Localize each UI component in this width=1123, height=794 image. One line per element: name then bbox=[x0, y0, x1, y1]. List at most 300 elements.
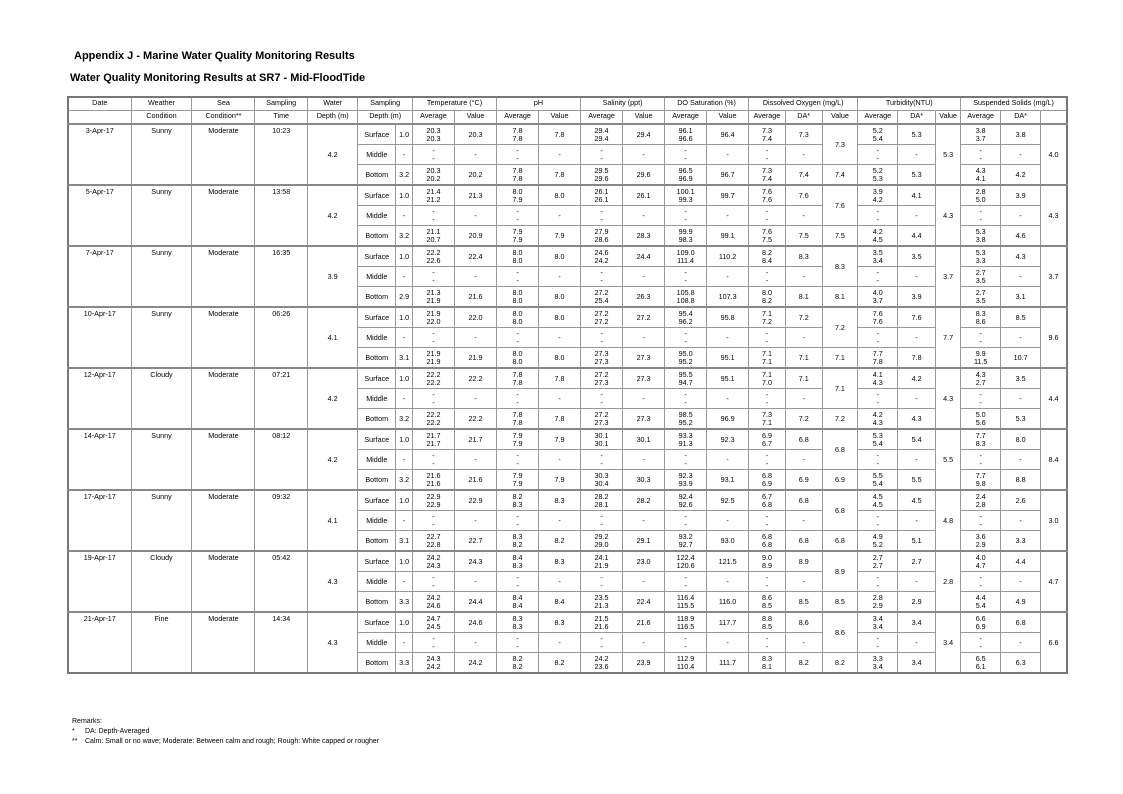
value-cell bbox=[497, 185, 539, 206]
value-reading: 29.5 bbox=[594, 165, 609, 175]
cell-weather: Sunny bbox=[131, 124, 192, 185]
value-reading: 6.1 bbox=[975, 661, 986, 671]
value-reading: 7.8 bbox=[512, 133, 523, 143]
value-reading: - bbox=[432, 458, 435, 468]
value-cell bbox=[497, 490, 539, 511]
value-reading: 8.0 bbox=[512, 255, 523, 265]
cell-average: 111.7 bbox=[707, 653, 749, 674]
value-cell bbox=[665, 470, 707, 491]
value-reading: 7.8 bbox=[512, 417, 523, 427]
cell-turbidity-da: 3.7 bbox=[936, 246, 961, 307]
cell-average: 92.3 bbox=[707, 429, 749, 450]
value-reading: 115.5 bbox=[676, 600, 695, 610]
cell-average: - bbox=[707, 450, 749, 470]
value-reading: 3.8 bbox=[975, 125, 986, 135]
header-cell: DO Saturation (%) bbox=[665, 97, 749, 111]
cell-average: 99.7 bbox=[707, 185, 749, 206]
value-cell bbox=[858, 592, 898, 613]
table-row bbox=[68, 551, 1067, 572]
value-cell bbox=[858, 572, 898, 592]
value-cell bbox=[749, 267, 786, 287]
value-reading: 7.3 bbox=[761, 165, 772, 175]
value-reading: - bbox=[600, 206, 603, 216]
value-reading: 7.9 bbox=[512, 470, 523, 480]
value-reading: 2.9 bbox=[872, 600, 883, 610]
cell-average: 3.9 bbox=[898, 287, 936, 308]
value-reading: - bbox=[876, 206, 879, 216]
value-reading: 4.3 bbox=[975, 165, 986, 175]
cell-average: 107.3 bbox=[707, 287, 749, 308]
cell-ss-da: 4.0 bbox=[1041, 124, 1067, 185]
cell-date: 10-Apr-17 bbox=[68, 307, 131, 368]
value-cell bbox=[497, 145, 539, 165]
value-reading: 20.2 bbox=[426, 173, 441, 183]
value-reading: 5.3 bbox=[975, 226, 986, 236]
cell-sampling-depth: 3.3 bbox=[396, 653, 413, 674]
value-reading: 24.3 bbox=[426, 560, 441, 570]
value-cell bbox=[665, 328, 707, 348]
value-cell bbox=[749, 612, 786, 633]
value-reading: 4.7 bbox=[975, 560, 986, 570]
value-reading: 29.2 bbox=[594, 531, 609, 541]
value-reading: 5.5 bbox=[872, 470, 883, 480]
value-reading: - bbox=[684, 336, 687, 346]
value-reading: 4.2 bbox=[872, 226, 883, 236]
value-reading: - bbox=[684, 275, 687, 285]
value-reading: - bbox=[876, 153, 879, 163]
value-cell bbox=[961, 124, 1001, 145]
cell-average: 4.2 bbox=[898, 368, 936, 389]
cell-sampling-depth: 3.2 bbox=[396, 165, 413, 186]
value-reading: 8.9 bbox=[761, 560, 772, 570]
value-cell bbox=[961, 551, 1001, 572]
cell-average: - bbox=[1001, 450, 1041, 470]
value-reading: 8.0 bbox=[512, 186, 523, 196]
value-cell bbox=[581, 633, 623, 653]
cell-sampling-depth: 1.0 bbox=[396, 490, 413, 511]
value-cell bbox=[749, 490, 786, 511]
cell-average: - bbox=[539, 450, 581, 470]
cell-average: - bbox=[623, 450, 665, 470]
value-reading: 8.5 bbox=[761, 621, 772, 631]
value-reading: 94.7 bbox=[678, 377, 693, 387]
value-cell bbox=[665, 409, 707, 430]
cell-average: - bbox=[707, 145, 749, 165]
value-cell bbox=[581, 511, 623, 531]
value-reading: 7.6 bbox=[761, 226, 772, 236]
value-cell bbox=[961, 470, 1001, 491]
cell-sampling-depth: - bbox=[396, 450, 413, 470]
value-reading: 8.3 bbox=[512, 531, 523, 541]
value-reading: 92.7 bbox=[678, 539, 693, 549]
cell-average: - bbox=[454, 328, 496, 348]
value-cell bbox=[412, 226, 454, 247]
cell-average: 3.5 bbox=[898, 246, 936, 267]
cell-average: - bbox=[785, 572, 822, 592]
value-cell bbox=[749, 653, 786, 674]
cell-average: 8.0 bbox=[1001, 429, 1041, 450]
value-reading: - bbox=[432, 572, 435, 582]
value-reading: 27.3 bbox=[594, 417, 609, 427]
cell-do-da: 7.1 bbox=[822, 348, 858, 369]
value-cell bbox=[961, 612, 1001, 633]
value-reading: 8.1 bbox=[761, 661, 772, 671]
value-reading: - bbox=[600, 214, 603, 224]
header-cell: Salinity (ppt) bbox=[581, 97, 665, 111]
value-reading: 7.3 bbox=[761, 409, 772, 419]
value-reading: 8.6 bbox=[975, 316, 986, 326]
cell-average: 3.5 bbox=[1001, 368, 1041, 389]
value-cell bbox=[665, 429, 707, 450]
value-reading: 8.3 bbox=[512, 621, 523, 631]
value-reading: 27.2 bbox=[594, 308, 609, 318]
subheader-cell: Value bbox=[936, 111, 961, 125]
value-cell bbox=[665, 124, 707, 145]
subheader-cell: Value bbox=[822, 111, 858, 125]
cell-do-da: 8.9 bbox=[822, 551, 858, 592]
value-reading: 22.0 bbox=[426, 316, 441, 326]
value-reading: 2.7 bbox=[872, 560, 883, 570]
value-reading: 3.7 bbox=[872, 295, 883, 305]
value-reading: 109.0 bbox=[676, 247, 695, 257]
value-cell bbox=[665, 389, 707, 409]
subheader-cell: Average bbox=[412, 111, 454, 125]
cell-average: 7.9 bbox=[539, 226, 581, 247]
value-cell bbox=[665, 185, 707, 206]
subheader-cell: Average bbox=[497, 111, 539, 125]
subheader-cell: DA* bbox=[785, 111, 822, 125]
cell-average: 8.0 bbox=[539, 348, 581, 369]
value-reading: - bbox=[765, 511, 769, 521]
value-cell bbox=[961, 592, 1001, 613]
value-cell bbox=[749, 307, 786, 328]
value-reading: 7.9 bbox=[512, 478, 523, 488]
cell-water-depth: 3.9 bbox=[307, 246, 357, 307]
cell-average: - bbox=[539, 633, 581, 653]
value-reading: - bbox=[979, 145, 982, 155]
value-reading: 7.4 bbox=[761, 133, 772, 143]
cell-sampling-depth: - bbox=[396, 389, 413, 409]
value-reading: - bbox=[516, 336, 519, 346]
value-reading: 21.5 bbox=[594, 613, 609, 623]
cell-average: 6.8 bbox=[1001, 612, 1041, 633]
value-cell bbox=[412, 653, 454, 674]
value-cell bbox=[961, 531, 1001, 552]
value-cell bbox=[581, 348, 623, 369]
value-cell bbox=[858, 653, 898, 674]
value-cell bbox=[858, 368, 898, 389]
value-reading: 4.5 bbox=[872, 499, 883, 509]
value-cell bbox=[665, 246, 707, 267]
value-reading: 112.9 bbox=[676, 653, 695, 663]
cell-turbidity-da: 2.8 bbox=[936, 551, 961, 612]
value-cell bbox=[497, 368, 539, 389]
value-reading: 4.9 bbox=[872, 531, 883, 541]
header-cell: Suspended Solids (mg/L) bbox=[961, 97, 1067, 111]
value-cell bbox=[581, 592, 623, 613]
value-reading: 4.2 bbox=[872, 194, 883, 204]
cell-sampling-depth: 3.3 bbox=[396, 592, 413, 613]
value-reading: 8.3 bbox=[975, 308, 986, 318]
value-reading: 27.2 bbox=[594, 316, 609, 326]
cell-average: 99.1 bbox=[707, 226, 749, 247]
value-reading: 22.6 bbox=[426, 255, 441, 265]
cell-time: 08:12 bbox=[255, 429, 308, 490]
value-reading: 21.6 bbox=[426, 470, 441, 480]
value-reading: 24.2 bbox=[594, 653, 609, 663]
table-row bbox=[68, 429, 1067, 450]
subheader-cell: Average bbox=[858, 111, 898, 125]
value-reading: 22.2 bbox=[426, 369, 441, 379]
cell-average: 28.3 bbox=[623, 226, 665, 247]
cell-average: 3.1 bbox=[1001, 287, 1041, 308]
cell-average: - bbox=[898, 328, 936, 348]
value-reading: - bbox=[516, 572, 519, 582]
cell-average: 8.2 bbox=[539, 531, 581, 552]
header-cell: Sea bbox=[192, 97, 255, 111]
value-reading: 29.4 bbox=[594, 133, 609, 143]
value-reading: 4.5 bbox=[872, 234, 883, 244]
cell-date: 5-Apr-17 bbox=[68, 185, 131, 246]
cell-average: 7.8 bbox=[539, 409, 581, 430]
value-reading: 6.6 bbox=[975, 613, 986, 623]
subheader-cell: Condition bbox=[131, 111, 192, 125]
cell-do-da: 7.6 bbox=[822, 185, 858, 226]
value-reading: - bbox=[684, 458, 687, 468]
value-reading: 95.0 bbox=[678, 348, 693, 358]
value-cell bbox=[581, 653, 623, 674]
value-cell bbox=[961, 165, 1001, 186]
value-reading: 4.0 bbox=[975, 552, 986, 562]
subheader-cell: Average bbox=[665, 111, 707, 125]
value-reading: 8.6 bbox=[761, 592, 772, 602]
cell-average: 23.0 bbox=[623, 551, 665, 572]
cell-date: 19-Apr-17 bbox=[68, 551, 131, 612]
value-reading: - bbox=[684, 641, 687, 651]
value-reading: - bbox=[765, 641, 769, 651]
value-reading: 7.6 bbox=[872, 308, 883, 318]
value-reading: 95.2 bbox=[678, 417, 693, 427]
value-reading: - bbox=[432, 450, 435, 460]
value-reading: 3.9 bbox=[872, 186, 883, 196]
table-header bbox=[68, 97, 1067, 124]
value-cell bbox=[665, 368, 707, 389]
value-reading: - bbox=[600, 519, 603, 529]
cell-sampling-depth: 3.1 bbox=[396, 531, 413, 552]
value-reading: 7.2 bbox=[761, 316, 772, 326]
cell-average: 22.4 bbox=[623, 592, 665, 613]
cell-average: 8.4 bbox=[539, 592, 581, 613]
table-title: Water Quality Monitoring Results at SR7 - Mid-FloodTide bbox=[70, 72, 366, 84]
value-cell bbox=[665, 612, 707, 633]
cell-level: Middle bbox=[358, 511, 396, 531]
value-cell bbox=[497, 206, 539, 226]
cell-average: - bbox=[1001, 389, 1041, 409]
cell-average: 7.2 bbox=[785, 409, 822, 430]
cell-ss-da: 6.6 bbox=[1041, 612, 1067, 673]
value-reading: 3.5 bbox=[872, 247, 883, 257]
cell-average: - bbox=[454, 206, 496, 226]
cell-average: 6.8 bbox=[785, 531, 822, 552]
table-body bbox=[68, 124, 1067, 673]
value-cell bbox=[858, 145, 898, 165]
value-reading: 4.3 bbox=[975, 369, 986, 379]
value-reading: 5.0 bbox=[975, 409, 986, 419]
value-cell bbox=[581, 531, 623, 552]
value-reading: 29.4 bbox=[594, 125, 609, 135]
value-cell bbox=[412, 389, 454, 409]
value-cell bbox=[858, 267, 898, 287]
cell-level: Surface bbox=[358, 368, 396, 389]
value-reading: - bbox=[765, 397, 769, 407]
value-reading: 5.2 bbox=[872, 165, 883, 175]
value-cell bbox=[858, 185, 898, 206]
value-reading: - bbox=[432, 389, 435, 399]
value-cell bbox=[412, 612, 454, 633]
cell-weather: Cloudy bbox=[131, 551, 192, 612]
cell-weather: Sunny bbox=[131, 307, 192, 368]
cell-average: 8.3 bbox=[539, 490, 581, 511]
value-cell bbox=[497, 592, 539, 613]
cell-level: Middle bbox=[358, 389, 396, 409]
value-reading: - bbox=[876, 572, 879, 582]
value-reading: - bbox=[432, 641, 435, 651]
cell-average: 110.2 bbox=[707, 246, 749, 267]
cell-level: Bottom bbox=[358, 592, 396, 613]
cell-water-depth: 4.2 bbox=[307, 185, 357, 246]
value-cell bbox=[858, 511, 898, 531]
cell-average: - bbox=[623, 206, 665, 226]
value-reading: 116.4 bbox=[676, 592, 695, 602]
cell-average: 2.9 bbox=[898, 592, 936, 613]
value-reading: 8.3 bbox=[512, 499, 523, 509]
cell-average: 8.3 bbox=[539, 551, 581, 572]
value-reading: 11.5 bbox=[973, 356, 988, 366]
cell-sampling-depth: 1.0 bbox=[396, 551, 413, 572]
value-cell bbox=[858, 551, 898, 572]
value-cell bbox=[412, 490, 454, 511]
value-cell bbox=[961, 145, 1001, 165]
value-reading: - bbox=[684, 572, 687, 582]
value-cell bbox=[858, 450, 898, 470]
value-reading: 3.7 bbox=[975, 133, 986, 143]
cell-average: - bbox=[1001, 206, 1041, 226]
cell-average: 7.9 bbox=[539, 470, 581, 491]
value-reading: 7.7 bbox=[975, 470, 986, 480]
cell-average: 4.4 bbox=[1001, 551, 1041, 572]
cell-average: 21.6 bbox=[454, 470, 496, 491]
value-cell bbox=[858, 287, 898, 308]
value-cell bbox=[497, 307, 539, 328]
value-reading: - bbox=[600, 275, 603, 285]
value-reading: 24.2 bbox=[426, 661, 441, 671]
cell-level: Surface bbox=[358, 246, 396, 267]
value-reading: 118.9 bbox=[676, 613, 695, 623]
cell-water-depth: 4.2 bbox=[307, 429, 357, 490]
cell-time: 16:35 bbox=[255, 246, 308, 307]
value-reading: 25.4 bbox=[594, 295, 609, 305]
cell-average: 96.7 bbox=[707, 165, 749, 186]
value-cell bbox=[412, 551, 454, 572]
value-reading: - bbox=[432, 519, 435, 529]
value-reading: 8.2 bbox=[512, 653, 523, 663]
value-reading: 7.9 bbox=[512, 194, 523, 204]
value-reading: - bbox=[432, 328, 435, 338]
value-reading: - bbox=[765, 275, 769, 285]
cell-average: 93.0 bbox=[707, 531, 749, 552]
cell-average: 8.5 bbox=[785, 592, 822, 613]
value-reading: - bbox=[765, 206, 769, 216]
cell-average: - bbox=[785, 511, 822, 531]
value-reading: 27.3 bbox=[594, 348, 609, 358]
cell-level: Middle bbox=[358, 633, 396, 653]
cell-average: 22.4 bbox=[454, 246, 496, 267]
cell-do-da: 8.1 bbox=[822, 287, 858, 308]
remark-line: * DA: Depth-Averaged bbox=[72, 728, 150, 735]
value-cell bbox=[497, 429, 539, 450]
value-reading: 30.4 bbox=[594, 478, 609, 488]
value-reading: - bbox=[765, 458, 769, 468]
value-reading: 24.1 bbox=[594, 552, 609, 562]
value-reading: - bbox=[516, 641, 519, 651]
value-cell bbox=[665, 592, 707, 613]
table-row bbox=[68, 368, 1067, 389]
value-reading: - bbox=[516, 519, 519, 529]
cell-do-da: 6.9 bbox=[822, 470, 858, 491]
cell-time: 13:58 bbox=[255, 185, 308, 246]
cell-average: 27.3 bbox=[623, 348, 665, 369]
cell-sea: Moderate bbox=[192, 246, 255, 307]
value-reading: - bbox=[876, 580, 879, 590]
cell-sampling-depth: - bbox=[396, 145, 413, 165]
value-cell bbox=[961, 328, 1001, 348]
value-reading: 24.7 bbox=[426, 613, 441, 623]
cell-average: 5.5 bbox=[898, 470, 936, 491]
cell-average: 6.8 bbox=[785, 429, 822, 450]
cell-average: 4.1 bbox=[898, 185, 936, 206]
cell-average: 121.5 bbox=[707, 551, 749, 572]
value-reading: 7.1 bbox=[761, 417, 772, 427]
value-reading: 7.9 bbox=[512, 234, 523, 244]
value-reading: 7.9 bbox=[512, 226, 523, 236]
value-cell bbox=[749, 287, 786, 308]
cell-sea: Moderate bbox=[192, 185, 255, 246]
value-cell bbox=[749, 389, 786, 409]
value-cell bbox=[497, 226, 539, 247]
value-cell bbox=[858, 612, 898, 633]
value-reading: 7.1 bbox=[761, 369, 772, 379]
cell-sampling-depth: 1.0 bbox=[396, 612, 413, 633]
cell-do-da: 7.5 bbox=[822, 226, 858, 247]
cell-average: 7.3 bbox=[785, 124, 822, 145]
cell-average: 3.4 bbox=[898, 612, 936, 633]
cell-time: 10:23 bbox=[255, 124, 308, 185]
value-reading: - bbox=[765, 519, 769, 529]
value-reading: 24.3 bbox=[426, 653, 441, 663]
cell-average: - bbox=[454, 572, 496, 592]
cell-average: - bbox=[623, 267, 665, 287]
value-cell bbox=[581, 429, 623, 450]
value-cell bbox=[961, 511, 1001, 531]
value-reading: - bbox=[600, 641, 603, 651]
cell-average: 24.2 bbox=[454, 653, 496, 674]
value-cell bbox=[961, 185, 1001, 206]
value-reading: 108.8 bbox=[676, 295, 695, 305]
value-reading: 22.2 bbox=[426, 247, 441, 257]
value-reading: - bbox=[516, 397, 519, 407]
value-cell bbox=[581, 409, 623, 430]
value-cell bbox=[412, 592, 454, 613]
